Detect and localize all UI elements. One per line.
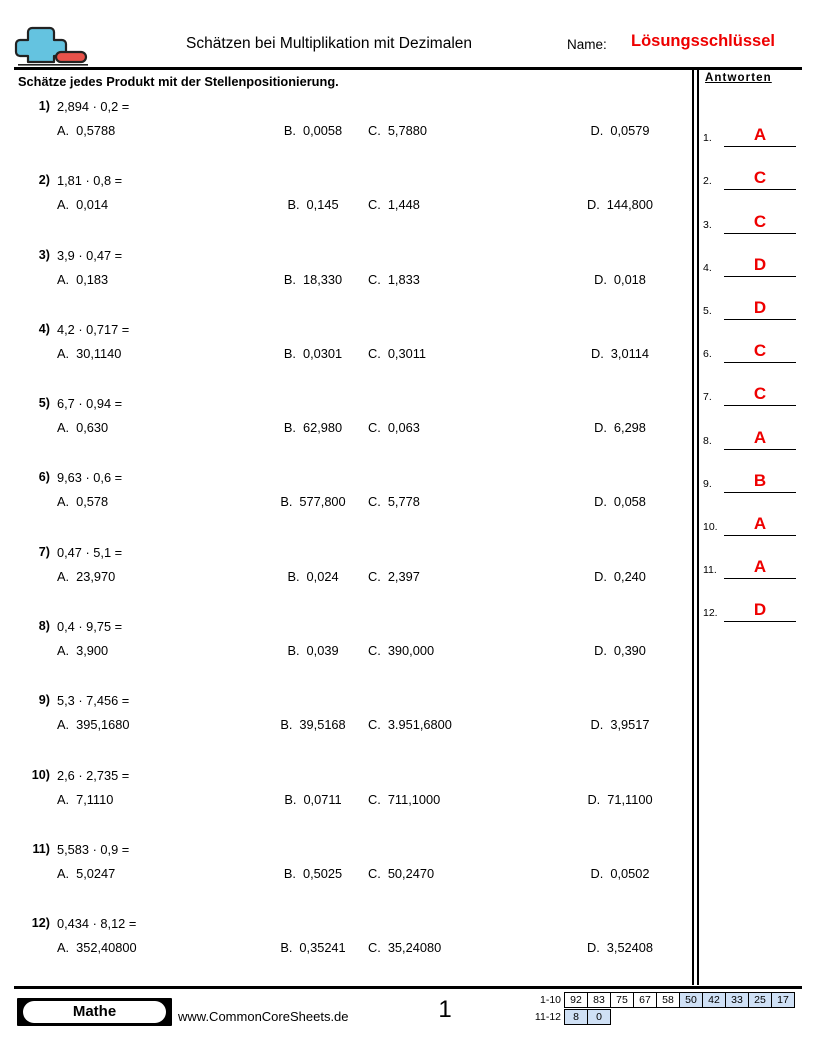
choice-letter: C.	[368, 643, 381, 659]
score-cell: 50	[679, 992, 703, 1008]
question-number: 6)	[38, 470, 50, 485]
choice-value: 71,1100	[607, 791, 653, 807]
choice-letter: B.	[283, 271, 296, 287]
question-expression: 2,894 · 0,2 =	[57, 99, 130, 114]
choice-value: 0,183	[76, 271, 109, 287]
choice-value: 3.951,6800	[387, 717, 452, 733]
choice-letter: C.	[368, 940, 381, 956]
score-row-label: 11-12	[534, 1011, 561, 1023]
question-item	[18, 170, 686, 244]
question-item	[18, 690, 686, 764]
choice-value: 3,52408	[606, 940, 654, 956]
choice-letter: A.	[57, 197, 70, 213]
choice-value: 18,330	[302, 271, 343, 287]
page-number: 1	[438, 996, 452, 1023]
choice-value: 352,40800	[76, 940, 137, 956]
question-item	[18, 96, 686, 170]
answer-value: C	[753, 341, 767, 361]
question-expression: 9,63 · 0,6 =	[57, 470, 123, 486]
score-cell: 0	[587, 1009, 611, 1025]
choice-value: 395,1680	[76, 717, 130, 733]
choice-letter: B.	[280, 494, 293, 510]
choice-option[interactable]	[368, 196, 548, 214]
choice-row	[18, 122, 686, 140]
choice-option[interactable]	[57, 493, 237, 511]
answer-value: D	[753, 254, 767, 274]
answer-row	[703, 277, 803, 320]
score-row	[529, 1009, 795, 1025]
choice-row	[18, 939, 686, 957]
choice-option[interactable]	[368, 345, 548, 363]
question-expression: 0,4 · 9,75 =	[57, 619, 123, 635]
choice-option[interactable]	[530, 493, 710, 511]
choice-value: 62,980	[302, 420, 343, 436]
page-title: Schätzen bei Multiplikation mit Dezimalen	[185, 35, 473, 52]
answer-index: 9.	[703, 477, 712, 490]
choice-letter: B.	[283, 865, 296, 881]
choice-letter: D.	[590, 123, 604, 138]
choice-letter: B.	[283, 123, 296, 138]
choice-letter: D.	[594, 643, 607, 659]
choice-letter: A.	[57, 123, 70, 138]
choice-option[interactable]	[368, 716, 548, 734]
choice-value: 0,014	[76, 197, 109, 213]
question-item	[18, 319, 686, 393]
choice-option[interactable]	[368, 122, 548, 140]
choice-value: 1,448	[387, 197, 420, 213]
score-cell: 25	[748, 992, 772, 1008]
answer-row	[703, 234, 803, 277]
answer-value: A	[753, 125, 767, 145]
answer-row	[703, 363, 803, 406]
choice-value: 2,397	[387, 568, 420, 584]
choice-option[interactable]	[368, 791, 548, 809]
choice-option[interactable]	[57, 791, 237, 809]
choice-letter: A.	[57, 420, 70, 436]
choice-letter: C.	[368, 345, 381, 361]
choice-value: 0,0711	[303, 791, 342, 807]
answer-row	[703, 493, 803, 536]
choice-letter: D.	[594, 420, 607, 436]
questions-list	[18, 96, 686, 988]
choice-letter: D.	[594, 494, 607, 510]
choice-letter: C.	[368, 865, 381, 881]
answer-index: 4.	[703, 261, 712, 274]
answer-value: C	[753, 211, 767, 231]
choice-letter: D.	[586, 197, 600, 213]
choice-value: 39,5168	[299, 717, 346, 733]
choice-letter: B.	[287, 643, 300, 659]
choice-option[interactable]	[57, 419, 237, 437]
choice-letter: A.	[57, 717, 70, 733]
question-expression: 3,9 · 0,47 =	[57, 247, 123, 263]
score-cell: 92	[564, 992, 588, 1008]
choice-row	[18, 716, 686, 734]
choice-letter: C.	[368, 197, 381, 213]
choice-letter: D.	[594, 271, 607, 287]
choice-value: 0,5025	[302, 865, 343, 881]
choice-letter: A.	[57, 940, 70, 956]
choice-value: 0,3011	[387, 345, 427, 361]
choice-value: 5,7880	[387, 123, 427, 138]
choice-row	[18, 865, 686, 883]
choice-row	[18, 271, 686, 289]
choice-letter: C.	[368, 420, 381, 436]
choice-letter: A.	[57, 791, 70, 807]
answers-panel-title: Antworten	[705, 72, 772, 84]
choice-value: 7,1110	[76, 791, 114, 807]
question-item	[18, 765, 686, 839]
page-header	[14, 22, 802, 68]
choice-letter: D.	[587, 791, 601, 807]
score-table	[529, 992, 795, 1025]
answer-index: 11.	[703, 564, 717, 577]
choice-option[interactable]	[368, 568, 548, 586]
question-number: 8)	[38, 619, 50, 634]
score-row	[529, 992, 795, 1008]
choice-value: 0,058	[613, 494, 646, 510]
choice-letter: B.	[287, 197, 300, 213]
site-url: www.CommonCoreSheets.de	[178, 1009, 349, 1024]
question-expression: 5,3 · 7,456 =	[57, 693, 130, 709]
question-number: 12)	[31, 916, 50, 931]
choice-letter: A.	[57, 345, 70, 361]
choice-option[interactable]	[368, 493, 548, 511]
choice-letter: A.	[57, 865, 70, 881]
choice-letter: B.	[284, 791, 297, 807]
choice-value: 577,800	[299, 494, 346, 510]
choice-option[interactable]	[530, 716, 710, 734]
question-item	[18, 467, 686, 541]
answer-value: C	[753, 168, 767, 188]
answer-row	[703, 450, 803, 493]
choice-letter: A.	[57, 568, 70, 584]
question-number: 11)	[32, 841, 50, 856]
answers-panel	[703, 70, 803, 622]
score-cell: 75	[610, 992, 634, 1008]
question-item	[18, 616, 686, 690]
score-cell: 58	[656, 992, 680, 1008]
answer-key-badge: Lösungsschlüssel	[631, 32, 775, 50]
choice-option[interactable]	[530, 568, 710, 586]
choice-option[interactable]	[57, 122, 237, 140]
choice-value: 0,0502	[610, 865, 650, 881]
choice-option[interactable]	[57, 939, 237, 957]
answer-value: A	[753, 513, 767, 533]
choice-letter: B.	[287, 568, 300, 584]
choice-option[interactable]	[368, 642, 548, 660]
answer-value: A	[753, 427, 767, 447]
choice-option[interactable]	[530, 642, 710, 660]
question-number: 3)	[38, 247, 50, 262]
choice-option[interactable]	[57, 568, 237, 586]
question-number: 2)	[38, 173, 50, 188]
choice-value: 5,778	[387, 494, 420, 510]
choice-value: 0,0579	[610, 123, 650, 138]
score-row-label: 1-10	[539, 994, 561, 1006]
question-number: 5)	[38, 396, 50, 411]
choice-value: 0,039	[306, 643, 339, 659]
answer-row	[703, 147, 803, 190]
answer-index: 8.	[703, 434, 712, 447]
choice-option[interactable]	[530, 419, 710, 437]
subject-badge	[17, 998, 172, 1026]
score-cell: 17	[771, 992, 795, 1008]
score-cell: 83	[587, 992, 611, 1008]
choice-value: 0,630	[76, 420, 109, 436]
answer-value: D	[753, 600, 767, 620]
choice-row	[18, 493, 686, 511]
choice-row	[18, 196, 686, 214]
choice-value: 144,800	[606, 197, 654, 213]
answer-row	[703, 406, 803, 449]
choice-option[interactable]	[530, 791, 710, 809]
answer-row	[703, 536, 803, 579]
choice-option[interactable]	[368, 865, 548, 883]
answer-value: C	[753, 384, 767, 404]
question-expression: 1,81 · 0,8 =	[57, 173, 123, 189]
choice-value: 0,240	[613, 568, 646, 584]
question-expression: 5,583 · 0,9 =	[57, 841, 130, 857]
choice-value: 0,145	[306, 197, 339, 213]
choice-row	[18, 791, 686, 809]
choice-option[interactable]	[368, 419, 548, 437]
score-cell: 67	[633, 992, 657, 1008]
answer-row	[703, 104, 803, 147]
choice-value: 35,24080	[387, 940, 442, 956]
choice-value: 5,0247	[76, 865, 116, 881]
answer-index: 10.	[703, 520, 718, 533]
choice-letter: C.	[368, 494, 381, 510]
answer-index: 6.	[703, 348, 712, 361]
choice-letter: B.	[283, 420, 296, 436]
question-number: 7)	[38, 544, 50, 559]
choice-value: 0,0058	[302, 123, 343, 138]
choice-value: 30,1140	[76, 345, 122, 361]
choice-option[interactable]	[530, 122, 710, 140]
question-expression: 4,2 · 0,717 =	[57, 321, 130, 337]
score-cell: 33	[725, 992, 749, 1008]
choice-value: 3,900	[76, 643, 109, 659]
choice-value: 0,018	[613, 271, 646, 287]
question-item	[18, 542, 686, 616]
answer-row	[703, 579, 803, 622]
choice-letter: A.	[57, 643, 70, 659]
choice-letter: D.	[590, 717, 604, 733]
subject-badge-label: Mathe	[23, 1001, 166, 1023]
choice-letter: D.	[586, 940, 600, 956]
choice-value: 390,000	[387, 643, 435, 659]
answer-index: 1.	[703, 132, 712, 145]
name-label: Name:	[567, 37, 607, 52]
score-cell: 8	[564, 1009, 588, 1025]
answer-index: 3.	[703, 218, 712, 231]
choice-value: 0,063	[387, 420, 420, 436]
choice-option[interactable]	[57, 271, 237, 289]
choice-value: 3,0114	[610, 345, 649, 361]
question-item	[18, 393, 686, 467]
choice-value: 0,5788	[76, 123, 116, 138]
choice-letter: B.	[280, 940, 293, 956]
answer-index: 2.	[703, 175, 712, 188]
choice-letter: D.	[590, 865, 604, 881]
answer-row	[703, 320, 803, 363]
choice-option[interactable]	[57, 865, 237, 883]
choice-letter: C.	[368, 717, 381, 733]
choice-value: 0,390	[613, 643, 646, 659]
choice-letter: B.	[280, 717, 293, 733]
choice-value: 3,9517	[610, 717, 650, 733]
choice-value: 23,970	[76, 568, 116, 584]
choice-row	[18, 419, 686, 437]
answer-index: 7.	[703, 391, 712, 404]
question-number: 4)	[38, 321, 50, 336]
choice-option[interactable]	[530, 271, 710, 289]
question-expression: 6,7 · 0,94 =	[57, 396, 123, 412]
answer-index: 12.	[703, 607, 718, 620]
choice-row	[18, 642, 686, 660]
choice-letter: C.	[368, 568, 381, 584]
question-expression: 2,6 · 2,735 =	[57, 767, 130, 783]
choice-option[interactable]	[368, 939, 548, 957]
answer-value: D	[753, 297, 767, 317]
question-item	[18, 839, 686, 913]
choice-letter: A.	[57, 494, 70, 510]
choice-option[interactable]	[57, 642, 237, 660]
instruction-text: Schätze jedes Produkt mit der Stellenpositionierung.	[18, 74, 339, 89]
choice-letter: C.	[368, 791, 381, 807]
plus-block-logo-icon	[14, 22, 92, 68]
choice-option[interactable]	[57, 345, 237, 363]
choice-option[interactable]	[530, 196, 710, 214]
answer-value: A	[753, 557, 767, 577]
score-cell: 42	[702, 992, 726, 1008]
choice-letter: D.	[590, 345, 604, 361]
question-item	[18, 245, 686, 319]
question-number: 10)	[31, 767, 50, 782]
choice-row	[18, 568, 686, 586]
choice-option[interactable]	[530, 345, 710, 363]
choice-value: 0,024	[306, 568, 339, 584]
footer-divider	[14, 986, 802, 989]
choice-value: 711,1000	[387, 791, 441, 807]
header-divider	[14, 67, 802, 70]
answer-value: B	[753, 470, 767, 490]
choice-option[interactable]	[530, 865, 710, 883]
question-expression: 0,47 · 5,1 =	[57, 544, 123, 560]
choice-option[interactable]	[368, 271, 548, 289]
choice-option[interactable]	[530, 939, 710, 957]
answer-index: 5.	[703, 304, 712, 317]
question-expression: 0,434 · 8,12 =	[57, 916, 137, 932]
choice-letter: A.	[57, 271, 70, 287]
choice-row	[18, 345, 686, 363]
choice-letter: C.	[368, 123, 381, 138]
answers-list	[703, 104, 803, 622]
choice-value: 6,298	[613, 420, 646, 436]
choice-value: 0,0301	[302, 345, 343, 361]
choice-value: 1,833	[387, 271, 420, 287]
answer-row	[703, 190, 803, 233]
choice-value: 0,578	[76, 494, 109, 510]
question-number: 9)	[38, 693, 50, 708]
question-item	[18, 913, 686, 987]
choice-value: 0,35241	[299, 940, 346, 956]
choice-option[interactable]	[57, 196, 237, 214]
choice-letter: D.	[594, 568, 607, 584]
question-number: 1)	[38, 99, 50, 113]
choice-letter: B.	[283, 345, 296, 361]
choice-value: 50,2470	[387, 865, 435, 881]
choice-option[interactable]	[57, 716, 237, 734]
choice-letter: C.	[368, 271, 381, 287]
